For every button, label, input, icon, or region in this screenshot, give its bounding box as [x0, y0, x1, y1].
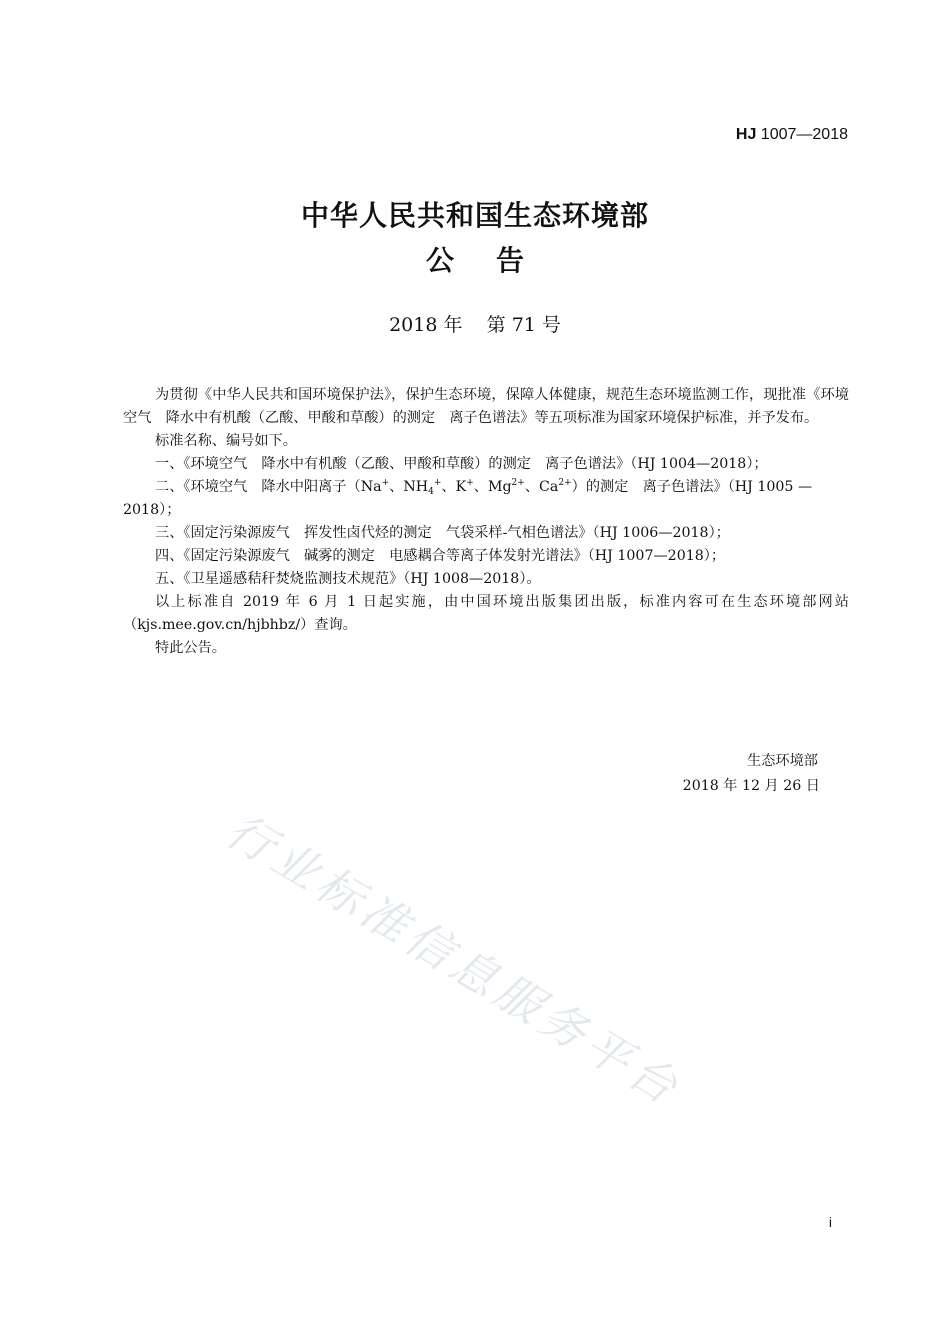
issue-year: 2018 年 — [389, 314, 463, 336]
signature-org: 生态环境部 — [747, 753, 818, 769]
standard-item-5: 五、《卫星遥感秸秆焚烧监测技术规范》（HJ 1008—2018）。 — [155, 571, 541, 587]
item2-sup-na: + — [381, 478, 390, 488]
announcement-char-2: 告 — [496, 244, 525, 277]
intro-paragraph: 为贯彻《中华人民共和国环境保护法》，保护生态环境，保障人体健康，规范生态环境监测工作，现批准《环境空气 降水中有机酸（乙酸、甲酸和草酸）的测定 离子色谱法》等五项标准为国家环境保护标准，并予发布。 — [123, 387, 849, 426]
announcement-title — [0, 239, 950, 279]
item2-sup-nh4: + — [433, 478, 442, 488]
standard-item-3: 三、《固定污染源废气 挥发性卤代烃的测定 气袋采样-气相色谱法》（HJ 1006—2018）； — [155, 525, 730, 541]
standard-number: 1007—2018 — [756, 126, 848, 143]
signature-block — [683, 749, 820, 799]
signature-date: 2018 年 12 月 26 日 — [682, 778, 820, 794]
item2-sub-nh4: 4 — [428, 487, 434, 497]
standard-item-1: 一、《环境空气 降水中有机酸（乙酸、甲酸和草酸）的测定 离子色谱法》（HJ 1004—2018）； — [155, 456, 768, 472]
issue-number — [0, 310, 950, 337]
standard-item-2 — [123, 476, 849, 522]
announcement-char-1: 公 — [425, 244, 454, 277]
item2-sup-ca: 2+ — [558, 478, 572, 488]
announcement-body — [123, 384, 849, 660]
item2-text-b: 、NH — [389, 479, 429, 495]
watermark: 行业标准信息服务平台 — [217, 802, 692, 1117]
ministry-title: 中华人民共和国生态环境部 — [300, 199, 649, 232]
item2-text-f: ）的测定 离子色谱法》（HJ 1005 — — [571, 479, 813, 495]
standard-prefix: HJ — [735, 126, 757, 143]
standard-code — [736, 126, 848, 144]
page-number: i — [828, 1214, 832, 1230]
item2-text-d: 、Mg — [473, 479, 512, 495]
item2-text-a: 二、《环境空气 降水中阳离子（Na — [155, 479, 382, 495]
list-intro: 标准名称、编号如下。 — [155, 433, 297, 449]
closing-line: 特此公告。 — [155, 640, 226, 656]
item2-text-g: 2018）； — [123, 502, 181, 518]
item2-text-c: 、K — [441, 479, 467, 495]
effective-date-paragraph: 以上标准自 2019 年 6 月 1 日起实施，由中国环境出版集团出版，标准内容可在生态环境部网站（kjs.mee.gov.cn/hjbhbz/）查询。 — [123, 594, 849, 633]
item2-sup-mg: 2+ — [511, 478, 525, 488]
issue-no: 第 71 号 — [486, 314, 561, 336]
item2-text-e: 、Ca — [524, 479, 559, 495]
standard-item-4: 四、《固定污染源废气 碱雾的测定 电感耦合等离子体发射光谱法》（HJ 1007—2018）； — [155, 548, 726, 564]
item2-sup-k: + — [466, 478, 474, 488]
